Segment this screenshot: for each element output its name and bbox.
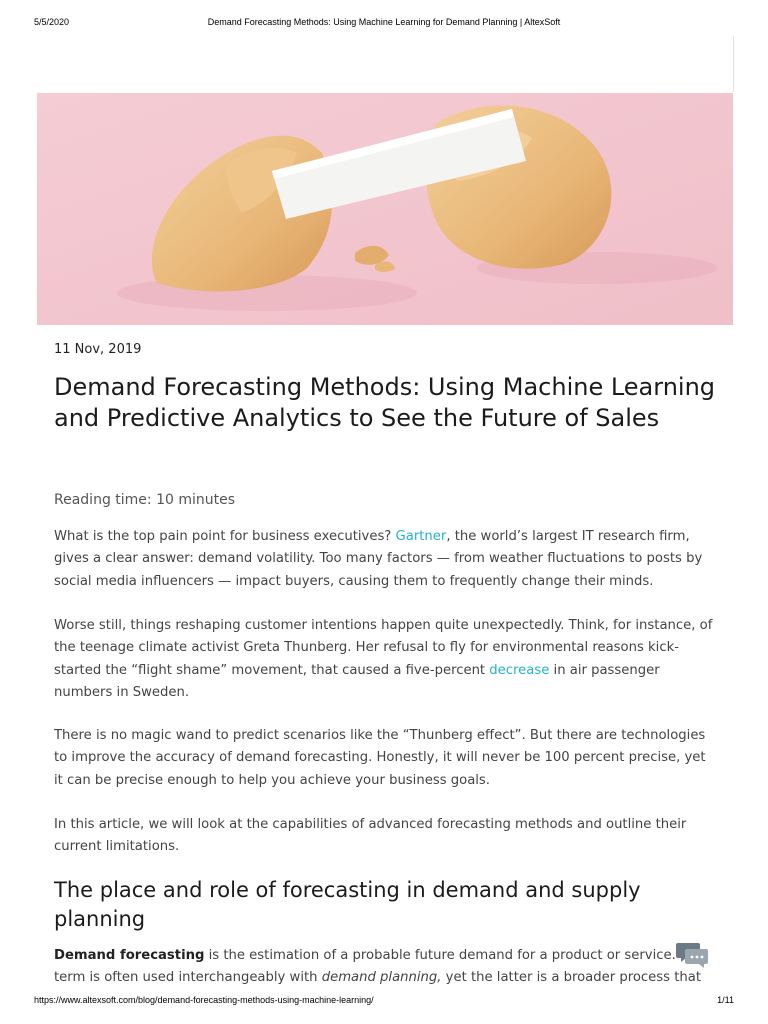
- paragraph-magic-wand: There is no magic wand to predict scenarios like the “Thunberg effect”. But there are technologies to improve the accuracy of demand forecasting. Honestly, it will never be 100 percent precise, yet it can be precise enough to help you achieve your business goals.: [54, 728, 706, 788]
- decrease-link[interactable]: decrease: [489, 662, 550, 678]
- chat-bubbles-icon: [676, 940, 710, 970]
- text: What is the top pain point for business executives?: [54, 529, 396, 544]
- text: , the world’s largest IT research firm, gives a clear answer: demand volatility. Too many factors — from weather fluctuations to posts by social media influencers — impact buyers, causing them to frequently change their minds.: [54, 529, 703, 589]
- fortune-cookie-illustration: [37, 93, 733, 325]
- print-title: Demand Forecasting Methods: Using Machine Learning for Demand Planning | AltexSoft: [207, 17, 561, 27]
- paragraph-thunberg: [54, 615, 716, 704]
- text: yet the latter is a broader process that: [441, 970, 701, 986]
- print-header: [34, 17, 734, 31]
- print-url: https://www.altexsoft.com/blog/demand-forecasting-methods-using-machine-learning/: [34, 995, 374, 1005]
- print-date: 5/5/2020: [34, 17, 70, 27]
- reading-time: Reading time: 10 minutes: [54, 492, 236, 508]
- paragraph-intro: [54, 526, 716, 593]
- text: Worse still, things reshaping customer intentions happen quite unexpectedly. Think, for instance, of the teenage climate activist Greta Thunberg. Her refusal to fly for environmental reasons kick-started the “flight shame” movement, that caused a five-percent: [54, 618, 713, 678]
- post-date: 11 Nov, 2019: [54, 342, 142, 357]
- gartner-link[interactable]: Gartner: [395, 529, 447, 544]
- italic-term: demand planning,: [321, 970, 442, 986]
- hero-image: [37, 93, 733, 325]
- page-number: 1/11: [717, 995, 734, 1005]
- paragraph-definition: [54, 945, 716, 990]
- text: term is often used interchangeably with: [54, 970, 322, 986]
- text: is the estimation of a probable future demand for a product or service.: [204, 948, 676, 963]
- paragraph-article-scope: In this article, we will look at the capabilities of advanced forecasting methods and outline their current limitations.: [54, 817, 687, 855]
- print-footer: [34, 995, 734, 1009]
- chat-widget-button[interactable]: [676, 940, 710, 970]
- article-title: Demand Forecasting Methods: Using Machine Learning and Predictive Analytics to See the Future of Sales: [54, 373, 716, 432]
- page-edge-line: [733, 36, 734, 92]
- bold-term: Demand forecasting: [54, 948, 205, 963]
- text: in air passenger numbers in Sweden.: [54, 662, 660, 700]
- section-heading: The place and role of forecasting in demand and supply planning: [54, 878, 641, 931]
